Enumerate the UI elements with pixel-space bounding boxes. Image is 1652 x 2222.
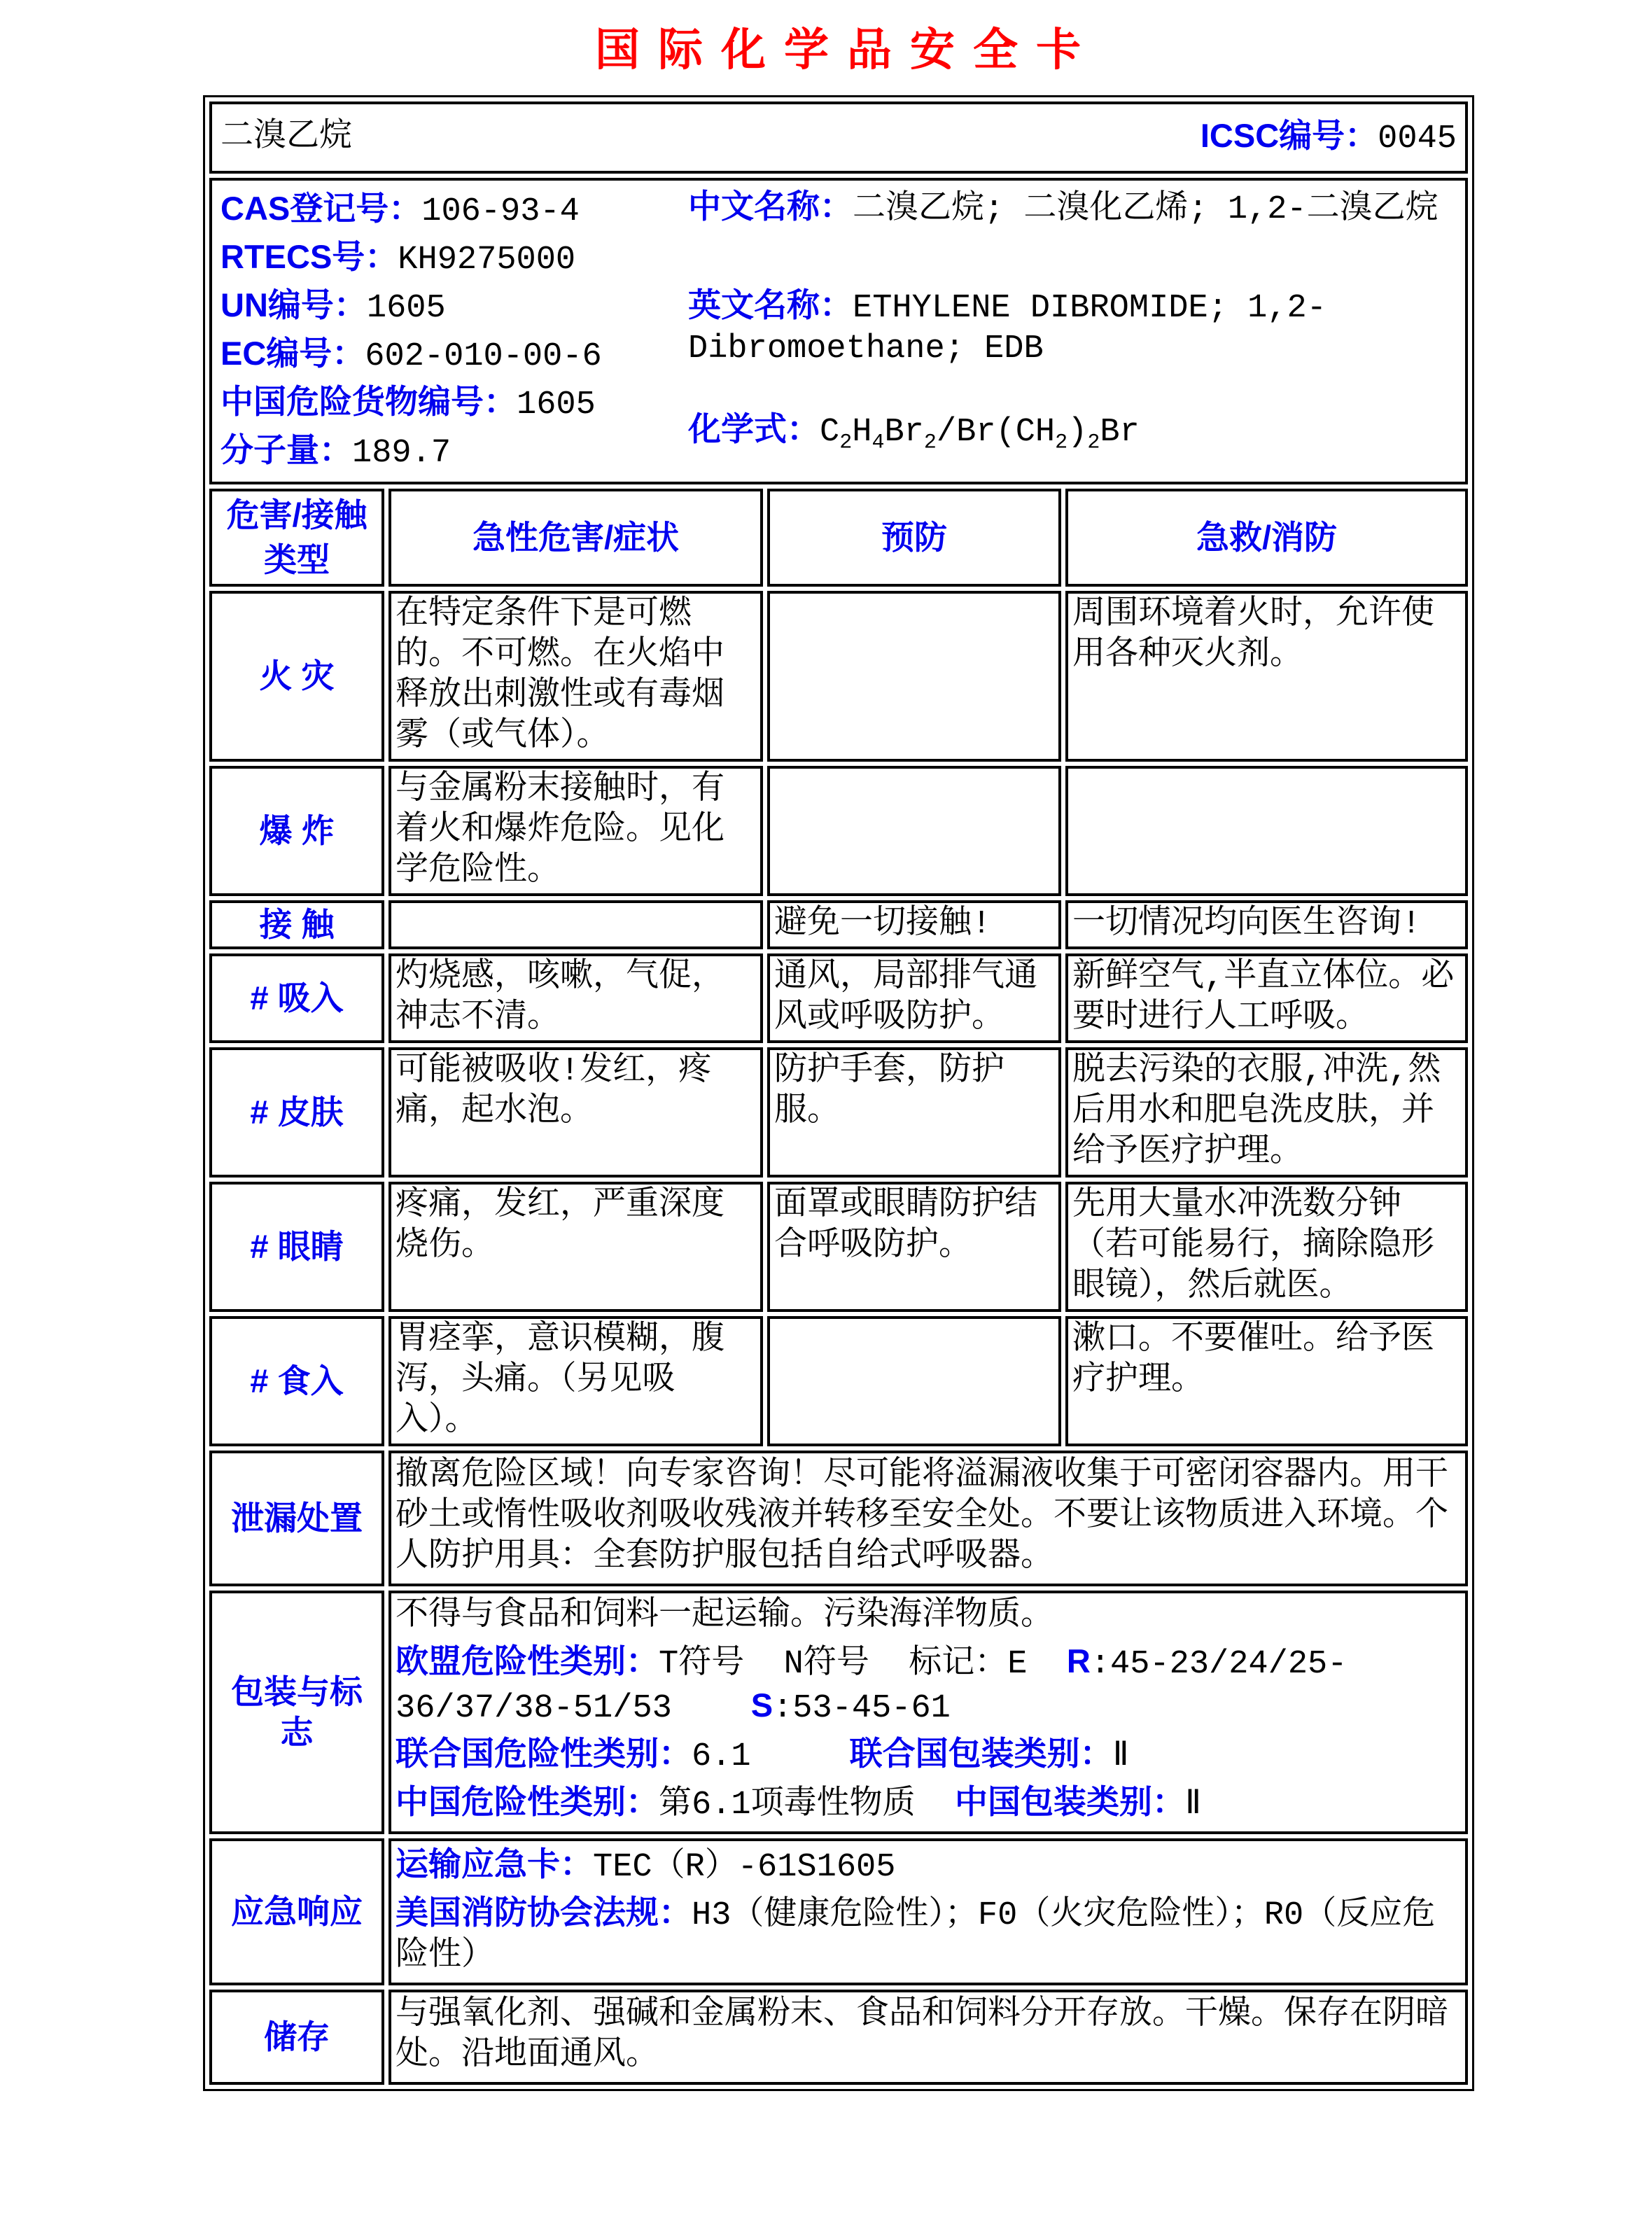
emergency-response-content: [388, 1838, 1468, 1985]
hazard-header-prevention: 预防: [767, 489, 1061, 587]
identifiers-cell: [209, 178, 1468, 484]
un-number-label: UN编号：: [220, 286, 367, 323]
hazard-row-explosion: [209, 766, 1468, 896]
hazard-type-inhalation: # 吸入: [209, 953, 384, 1043]
section-label-storage: 储存: [209, 1990, 384, 2085]
exposure-firstaid: 一切情况均向医生咨询!: [1065, 900, 1468, 949]
skin-symptoms: 可能被吸收!发红，疼痛，起水泡。: [388, 1047, 763, 1178]
section-row-emergency-response: [209, 1838, 1468, 1985]
hazard-row-ingestion: [209, 1316, 1468, 1446]
hazard-type-ingestion: # 食入: [209, 1316, 384, 1446]
chemical-name: 二溴乙烷: [220, 118, 352, 156]
molecular-weight-label: 分子量：: [220, 431, 352, 468]
card-header-cell: [209, 102, 1468, 174]
page-title: 国际化学品安全卡: [595, 25, 1099, 75]
rtecs-number-value: KH9275000: [398, 242, 576, 279]
explosion-prevention: [767, 766, 1061, 896]
hazard-row-exposure: [209, 900, 1468, 949]
hazard-header-symptoms: 急性危害/症状: [388, 489, 763, 587]
ec-number-label: EC编号：: [220, 335, 365, 372]
section-label-spill-disposal: 泄漏处置: [209, 1451, 384, 1586]
fire-prevention: [767, 591, 1061, 762]
fire-symptoms: 在特定条件下是可燃的。不可燃。在火焰中释放出刺激性或有毒烟雾（或气体）。: [388, 591, 763, 762]
cas-number-label: CAS登记号：: [220, 190, 422, 227]
section-row-storage: [209, 1990, 1468, 2085]
section-label-emergency-response: 应急响应: [209, 1838, 384, 1985]
transport-emergency-card-line: 运输应急卡：TEC（R）-61S1605: [396, 1845, 896, 1886]
storage-content: [388, 1990, 1468, 2085]
chinese-name-value: 二溴乙烷; 二溴化乙烯; 1,2-二溴乙烷: [853, 191, 1438, 228]
icsc-number: [1200, 116, 1457, 160]
english-name-line: [688, 285, 1457, 370]
icsc-number-label: ICSC编号：: [1200, 117, 1378, 154]
hazard-type-eyes: # 眼睛: [209, 1182, 384, 1312]
rtecs-number-line: [220, 235, 688, 283]
rtecs-number-label: RTECS号：: [220, 238, 398, 275]
exposure-symptoms: [388, 900, 763, 949]
card-header-row: [209, 102, 1468, 174]
packaging-transport-note: 不得与食品和饲料一起运输。污染海洋物质。: [396, 1598, 1054, 1635]
identifiers-row: [209, 178, 1468, 484]
china-dangerous-goods-number-line: [220, 379, 688, 428]
chinese-name-label: 中文名称：: [688, 188, 853, 225]
chemical-formula-line: 化学式：$C_2H_4Br_2/Br(CH_2)_2Br$: [688, 410, 1140, 455]
explosion-symptoms: 与金属粉末接触时，有着火和爆炸危险。见化学危险性。: [388, 766, 763, 896]
ec-number-value: 602-010-00-6: [365, 338, 602, 375]
hazard-row-fire: [209, 591, 1468, 762]
hazard-type-skin: # 皮肤: [209, 1047, 384, 1178]
hazard-type-exposure: 接 触: [209, 900, 384, 949]
spill-disposal-content: [388, 1451, 1468, 1586]
section-row-packaging-labeling: [209, 1591, 1468, 1834]
ingestion-prevention: [767, 1316, 1061, 1446]
spill-disposal-text: 撤离危险区域！向专家咨询！尽可能将溢漏液收集于可密闭容器内。用干砂土或惰性吸收剂吸收残液并转移至安全处。不要让该物质进入环境。个人防护用具：全套防护服包括自给式呼吸器。: [396, 1458, 1448, 1576]
exposure-prevention: 避免一切接触!: [767, 900, 1061, 949]
china-dangerous-goods-number-label: 中国危险货物编号：: [220, 383, 517, 420]
hazard-header-firstaid: 急救/消防: [1065, 489, 1468, 587]
icsc-card-table: [203, 95, 1474, 2091]
ingestion-firstaid: 漱口。不要催吐。给予医疗护理。: [1065, 1316, 1468, 1446]
cas-number-value: 106-93-4: [421, 193, 580, 230]
eyes-firstaid: 先用大量水冲洗数分钟（若可能易行，摘除隐形眼镜），然后就医。: [1065, 1182, 1468, 1312]
skin-prevention: 防护手套，防护服。: [767, 1047, 1061, 1178]
packaging-labeling-content: [388, 1591, 1468, 1834]
molecular-weight-line: [220, 428, 688, 476]
eu-hazard-class-line: 欧盟危险性类别：T符号 N符号 标记：E R:45-23/24/25-36/37/38-51/53 S:53-45-61: [396, 1642, 1348, 1727]
molecular-weight-value: 189.7: [352, 435, 451, 472]
identifiers-left-column: [220, 186, 688, 476]
hazard-type-explosion: 爆 炸: [209, 766, 384, 896]
hazard-type-fire: 火 灾: [209, 591, 384, 762]
ingestion-symptoms: 胃痉挛，意识模糊，腹泻，头痛。（另见吸入）。: [388, 1316, 763, 1446]
inhalation-symptoms: 灼烧感，咳嗽，气促，神志不清。: [388, 953, 763, 1043]
china-dangerous-goods-number-value: 1605: [517, 386, 596, 424]
icsc-number-value: 0045: [1378, 120, 1457, 158]
china-hazard-class-line: 中国危险性类别：第6.1项毒性物质 中国包装类别：Ⅱ: [396, 1783, 1202, 1824]
eyes-symptoms: 疼痛，发红，严重深度烧伤。: [388, 1182, 763, 1312]
hazard-row-skin: [209, 1047, 1468, 1178]
inhalation-firstaid: 新鲜空气,半直立体位。必要时进行人工呼吸。: [1065, 953, 1468, 1043]
section-label-packaging-labeling: 包装与标志: [209, 1591, 384, 1834]
section-row-spill-disposal: [209, 1451, 1468, 1586]
ec-number-line: [220, 331, 688, 379]
skin-firstaid: 脱去污染的衣服,冲洗,然后用水和肥皂洗皮肤，并给予医疗护理。: [1065, 1047, 1468, 1178]
un-number-line: [220, 283, 688, 331]
english-name-label: 英文名称：: [688, 286, 853, 323]
nfpa-code-line: 美国消防协会法规：H3（健康危险性）；F0（火灾危险性）；R0（反应危险性）: [396, 1894, 1436, 1975]
hazard-row-eyes: [209, 1182, 1468, 1312]
english-name-value: ETHYLENE DIBROMIDE; 1,2-Dibromoethane; EDB: [688, 290, 1326, 368]
hazard-row-inhalation: [209, 953, 1468, 1043]
un-number-value: 1605: [366, 290, 446, 327]
storage-text: 与强氧化剂、强碱和金属粉末、食品和饲料分开存放。干燥。保存在阴暗处。沿地面通风。: [396, 1997, 1448, 2074]
eyes-prevention: 面罩或眼睛防护结合呼吸防护。: [767, 1182, 1061, 1312]
hazard-header-row: [209, 489, 1468, 587]
chinese-name-line: [688, 186, 1457, 230]
inhalation-prevention: 通风，局部排气通风或呼吸防护。: [767, 953, 1061, 1043]
hazard-header-type: 危害/接触类型: [209, 489, 384, 587]
cas-number-line: [220, 186, 688, 235]
fire-firstaid: 周围环境着火时，允许使用各种灭火剂。: [1065, 591, 1468, 762]
identifiers-right-column: [688, 186, 1457, 476]
un-hazard-class-line: 联合国危险性类别：6.1 联合国包装类别：Ⅱ: [396, 1735, 1129, 1775]
explosion-firstaid: [1065, 766, 1468, 896]
